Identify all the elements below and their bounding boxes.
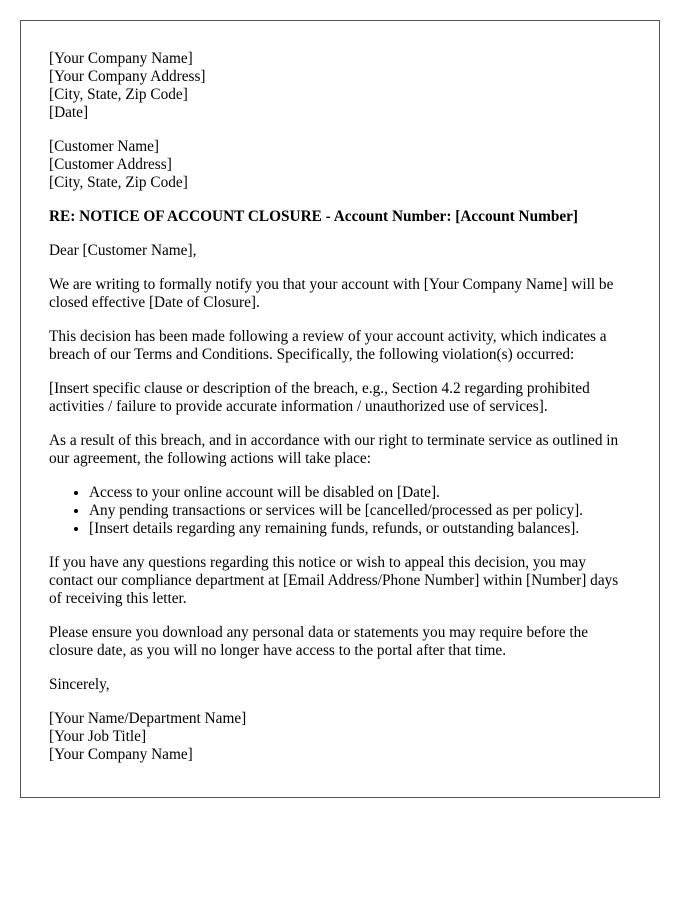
subject-line: RE: NOTICE OF ACCOUNT CLOSURE - Account Number: [Account Number] [49, 208, 579, 225]
questions-paragraph: If you have any questions regarding this notice or wish to appeal this decision, you may contact our compliance department at [Email Address/Phone Number] within [Number] days of receiving this letter. [49, 554, 619, 607]
sender-company-name: [Your Company Name] [49, 50, 193, 67]
sender-address-block [49, 50, 631, 122]
signer-name-department: [Your Name/Department Name] [49, 710, 247, 727]
letter-page [20, 20, 660, 798]
signer-company-name: [Your Company Name] [49, 746, 193, 763]
signer-job-title: [Your Job Title] [49, 728, 147, 745]
recipient-address-block [49, 138, 631, 192]
download-paragraph: Please ensure you download any personal data or statements you may require before the closure date, as you will no longer have access to the portal after that time. [49, 624, 589, 659]
action-list-item: • [Insert details regarding any remaining funds, refunds, or outstanding balances]. [89, 520, 631, 538]
action-list-item: • Access to your online account will be disabled on [Date]. [89, 484, 631, 502]
action-list-item: • Any pending transactions or services will be [cancelled/processed as per policy]. [89, 502, 631, 520]
sign-off: Sincerely, [49, 676, 110, 693]
recipient-city-state-zip: [City, State, Zip Code] [49, 174, 188, 191]
signature-block [49, 710, 631, 764]
result-paragraph: As a result of this breach, and in accordance with our right to terminate service as outlined in our agreement, the following actions will take place: [49, 432, 619, 467]
reason-paragraph: This decision has been made following a review of your account activity, which indicates a breach of our Terms and Conditions. Specifically, the following violation(s) occurred: [49, 328, 607, 363]
violation-paragraph: [Insert specific clause or description of the breach, e.g., Section 4.2 regarding prohibited activities / failure to provide accurate information / unauthorized use of services]. [49, 380, 590, 415]
letter-date: [Date] [49, 104, 89, 121]
recipient-customer-name: [Customer Name] [49, 138, 160, 155]
sender-city-state-zip: [City, State, Zip Code] [49, 86, 188, 103]
salutation: Dear [Customer Name], [49, 242, 197, 259]
actions-list [49, 484, 631, 538]
recipient-customer-address: [Customer Address] [49, 156, 172, 173]
sender-company-address: [Your Company Address] [49, 68, 206, 85]
intro-paragraph: We are writing to formally notify you that your account with [Your Company Name] will be closed effective [Date of Closure]. [49, 276, 614, 311]
